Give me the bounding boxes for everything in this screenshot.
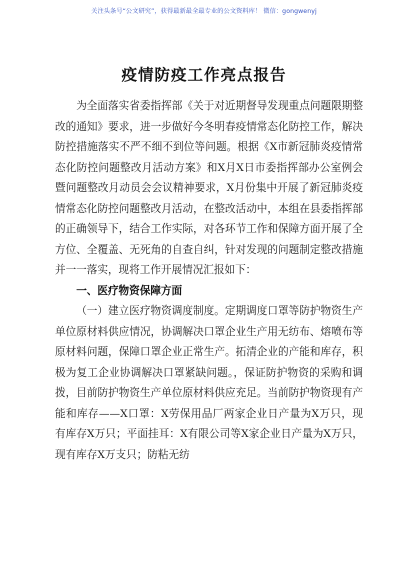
section-heading: 一、医疗物资保障方面 bbox=[76, 284, 183, 297]
document-body bbox=[55, 96, 363, 465]
header-banner: 关注头条号“公文研究”，获得最新最全最专业的公文资料库！ 微信：gongwenyj bbox=[91, 8, 317, 15]
document-title: 疫情防疫工作亮点报告 bbox=[121, 65, 287, 84]
intro-paragraph: 为全面落实省委指挥部《关于对近期督导发现重点问题限期整改的通知》要求，进一步做好今冬明春疫情常态化防控工作，解决防控措施落实不严不细不到位等问题。根据《X市新冠肺炎疫情常态化防控问题整改月活动方案》和X月X日市委指挥部办公室例会暨问题整改月动员会会议精神要求，X月份集中开展了新冠肺炎疫情常态化防控问题整改月活动，在整改活动中，本组在县委指挥部的正确领导下，结合工作实际，对各环节工作和保障方面开展了全方位、全覆盖、无死角的自查自纠，针对发现的问题制定整改措施并一一落实，现将工作开展情况汇报如下： bbox=[55, 100, 363, 276]
section-paragraph: （一）建立医疗物资调度制度。定期调度口罩等防护物资生产单位原材料供应情况，协调解决口罩企业生产用无纺布、熔喷布等原材料问题，保障口罩企业正常生产。拓清企业的产能和库存，积极为复工企业协调解决口罩紧缺问题。，保证防护物资的采购和调拨，目前防护物资生产单位原材料供应充足。当前防护物资现有产能和库存——X口罩：X劳保用品厂两家企业日产量为X万只，现有库存X万只；平面挂耳：X有限公司等X家企业日产量为X万只，现有库存X万支只；防粘无纺 bbox=[55, 305, 363, 461]
